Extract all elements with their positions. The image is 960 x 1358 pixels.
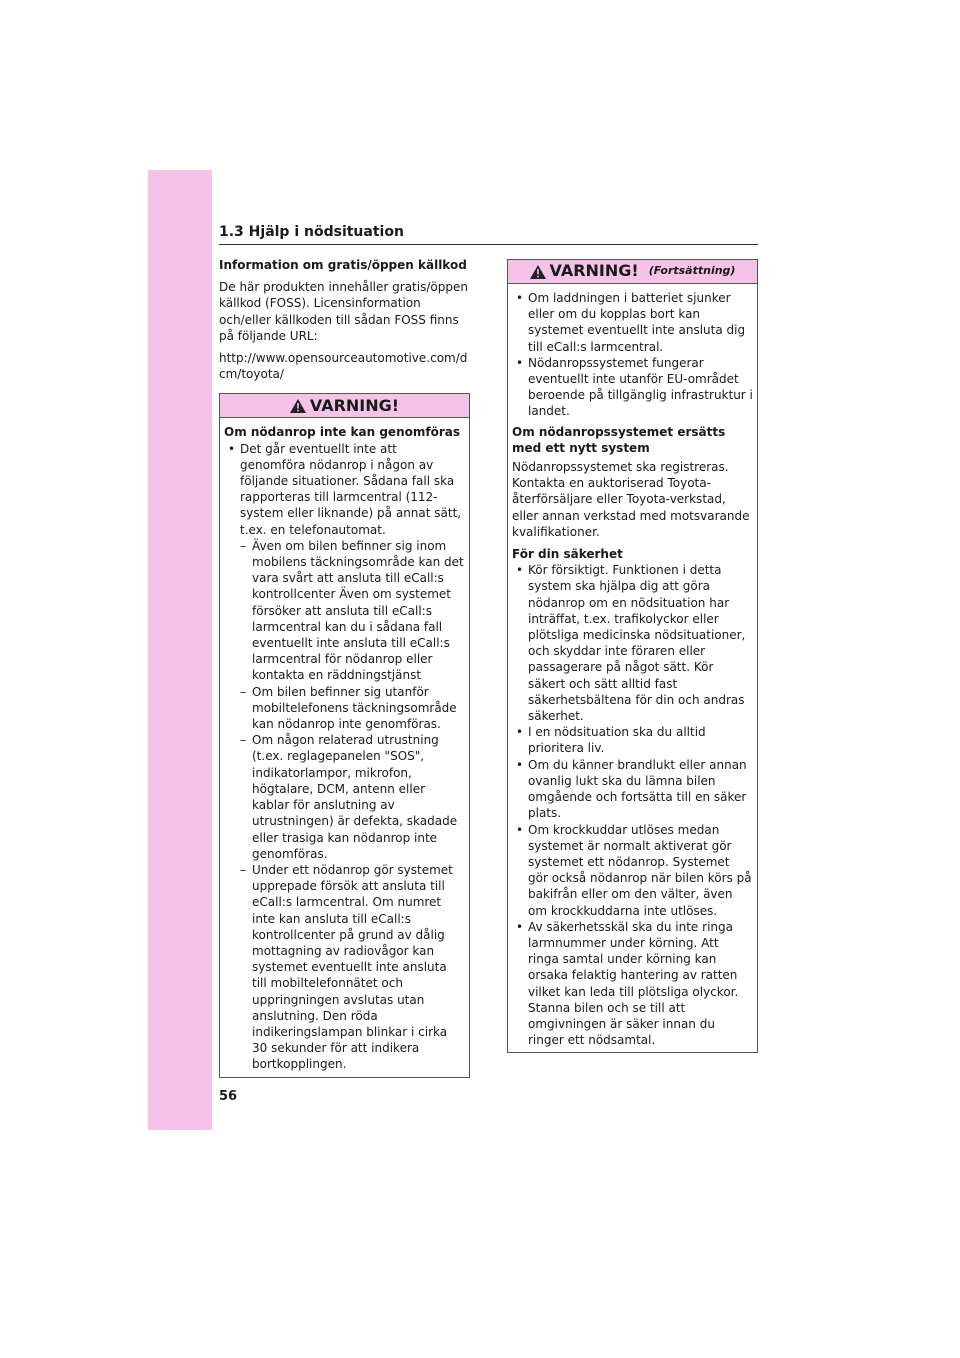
list-item: • Nödanropssystemet fungerar eventuellt inte utanför EU-området beroende på tillgänglig infrastruktur i landet.: [512, 355, 753, 420]
section-header: 1.3 Hjälp i nödsituation: [219, 224, 758, 245]
warning-header: [508, 260, 757, 284]
right-column: [507, 259, 758, 1053]
warning-subheading: Om nödanrop inte kan genomföras: [224, 425, 460, 440]
warning-box-continued: [507, 259, 758, 1053]
warning-title: VARNING!: [549, 261, 639, 281]
warning-header: [220, 394, 469, 418]
list-item: • Om laddningen i batteriet sjunker eller om du kopplas bort kan systemet eventuellt inte ansluta dig till eCall:s larmcentral.: [512, 290, 753, 355]
list-item: • Av säkerhetsskäl ska du inte ringa larmnummer under körning. Att ringa samtal under körning kan orsaka felaktig hantering av ratten vilket kan leda till plötsliga olyckor. Stanna bilen och se till att omgivningen är säker innan du ringer ett nödsamtal.: [512, 919, 753, 1049]
chapter-tab-strip: [148, 170, 212, 1130]
list-item: – Om bilen befinner sig utanför mobiltelefonens täckningsområde kan nödanrop inte genomföras.: [224, 684, 465, 733]
list-item: – Under ett nödanrop gör systemet upprepade försök att ansluta till eCall:s larmcentral. Om numret inte kan ansluta till eCall:s kontrollcenter på grund av dålig mottagning av radiovågor kan systemet eventuellt inte ansluta till mobiltelefonnätet och uppringningen avslutas utan anslutning. Den röda indikeringslampan blinkar i cirka 30 sekunder för att indikera bortkopplingen.: [224, 862, 465, 1073]
warning-title: VARNING!: [309, 395, 400, 415]
safety-list: [512, 562, 753, 1048]
warning-list: [512, 290, 753, 420]
foss-paragraph: De här produkten innehåller gratis/öppen källkod (FOSS). Licensinformation och/eller källkoden till sådan FOSS finns på följande URL:: [219, 280, 468, 343]
replacement-subheading: Om nödanropssystemet ersätts med ett nytt system: [512, 424, 726, 455]
list-item: • Det går eventuellt inte att genomföra nödanrop i någon av följande situationer. Sådana fall ska rapporteras till larmcentral (112-system eller liknande) på annat sätt, t.ex. en telefonautomat.: [224, 441, 465, 538]
safety-subheading: För din säkerhet: [512, 547, 623, 562]
warning-list: [224, 441, 465, 1073]
list-item: – Även om bilen befinner sig inom mobilens täckningsområde kan det vara svårt att ansluta till eCall:s kontrollcenter Även om systemet försöker att ansluta till eCall:s larmcentral kan du i sådana fall eventuellt inte ansluta till eCall:s larmcentral för nödanrop eller kontakta en räddningstjänst: [224, 538, 465, 684]
warning-body: [220, 418, 469, 1076]
warning-body: [508, 284, 757, 1052]
list-item: • Kör försiktigt. Funktionen i detta system ska hjälpa dig att göra nödanrop om en nödsituation har inträffat, t.ex. trafikolyckor eller plötsliga medicinska nödsituationer, och skyddar inte föraren eller passagerare på något sätt. Kör säkert och sätt alltid fast säkerhetsbältena för din och andras säkerhet.: [512, 562, 753, 724]
foss-heading: Information om gratis/öppen källkod: [219, 258, 467, 272]
list-item: • I en nödsituation ska du alltid prioritera liv.: [512, 724, 753, 756]
list-item: – Om någon relaterad utrustning (t.ex. reglagepanelen "SOS", indikatorlampor, mikrofon, högtalare, DCM, antenn eller kablar för anslutning av utrustningen) är defekta, skadade eller trasiga kan nödanrop inte genomföras.: [224, 732, 465, 862]
foss-url: http://www.opensourceautomotive.com/dcm/toyota/: [219, 351, 468, 382]
warning-triangle-icon: [530, 265, 546, 279]
replacement-paragraph: Nödanropssystemet ska registreras. Kontakta en auktoriserad Toyota-återförsäljare eller Toyota-verkstad, eller annan verkstad med motsvarande kvalifikationer.: [512, 460, 750, 539]
list-item: • Om du känner brandlukt eller annan ovanlig lukt ska du lämna bilen omgående och fortsätta till en säker plats.: [512, 757, 753, 822]
left-column: [219, 257, 470, 1078]
warning-triangle-icon: [290, 399, 306, 413]
warning-box: [219, 393, 470, 1077]
warning-continued-label: (Fortsättning): [648, 264, 736, 278]
list-item: • Om krockkuddar utlöses medan systemet är normalt aktiverat gör systemet ett nödanrop. Systemet gör också nödanrop när bilen körs på bakifrån eller om den välter, även om krockkuddarna inte utlöses.: [512, 822, 753, 919]
page-number: 56: [219, 1089, 238, 1104]
